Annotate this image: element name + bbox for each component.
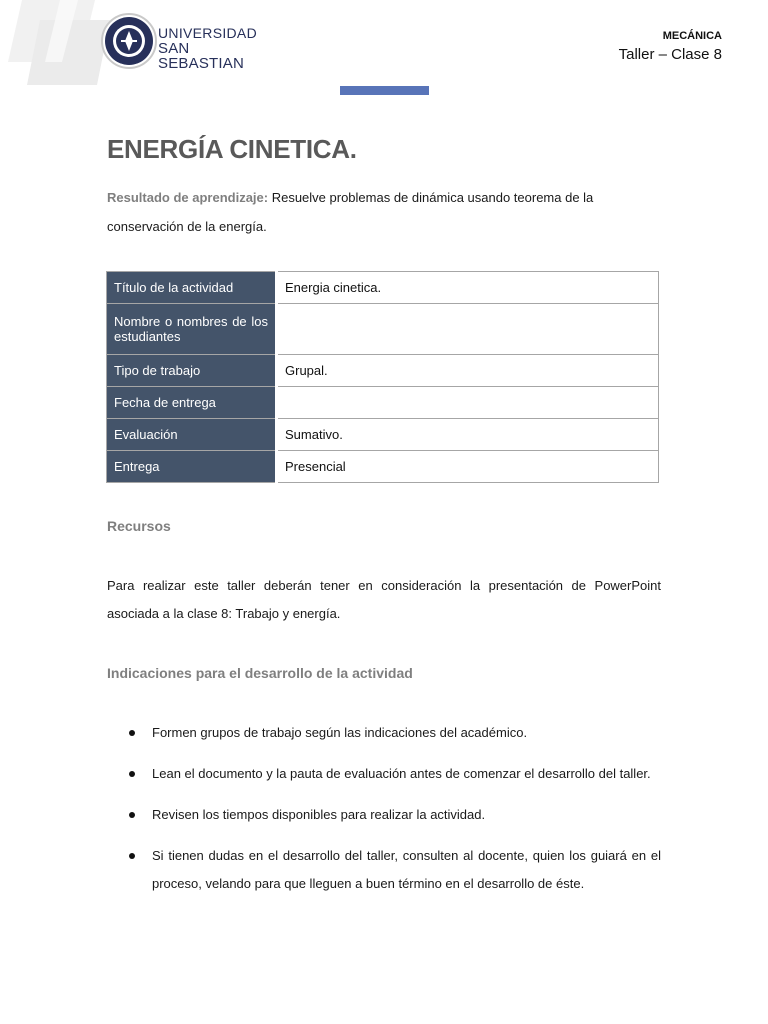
table-label-cell: Entrega	[107, 451, 277, 483]
university-logo	[100, 12, 270, 72]
bullet-icon	[129, 730, 135, 736]
document-header-right	[619, 30, 722, 63]
university-name-line2: SAN SEBASTIAN	[158, 40, 244, 72]
bullet-icon	[129, 812, 135, 818]
activity-info-table	[106, 271, 659, 483]
bullet-icon	[129, 853, 135, 859]
list-item-text: Formen grupos de trabajo según las indicaciones del académico.	[152, 725, 528, 740]
learning-outcome-label: Resultado de aprendizaje:	[107, 190, 269, 205]
subject-label: MECÁNICA	[662, 30, 722, 42]
table-label-cell: Tipo de trabajo	[107, 355, 277, 387]
learning-outcome	[107, 183, 662, 241]
table-value-cell: Energia cinetica.	[277, 272, 659, 304]
class-label: Taller – Clase 8	[618, 46, 722, 63]
table-value-cell: Presencial	[277, 451, 659, 483]
list-item	[107, 760, 661, 788]
table-label-cell: Fecha de entrega	[107, 387, 277, 419]
university-seal-icon	[100, 12, 158, 70]
table-row	[107, 272, 659, 304]
university-name-line1: UNIVERSIDAD	[158, 25, 257, 41]
table-value-cell: Grupal.	[277, 355, 659, 387]
list-item	[107, 719, 661, 747]
list-item	[107, 842, 661, 898]
table-row	[107, 387, 659, 419]
resources-paragraph: Para realizar este taller deberán tener en consideración la presentación de PowerPoint asociada a la clase 8: Trabajo y energía.	[107, 578, 661, 621]
table-value-cell	[277, 387, 659, 419]
list-item-text: Lean el documento y la pauta de evaluación antes de comenzar el desarrollo del taller.	[152, 766, 651, 781]
header-accent-bar	[340, 86, 429, 95]
table-row	[107, 451, 659, 483]
table-label-cell: Título de la actividad	[107, 272, 277, 304]
learning-outcome-text: Resuelve problemas de dinámica usando teorema de la conservación de la energía.	[107, 190, 594, 234]
table-row	[107, 355, 659, 387]
table-row	[107, 419, 659, 451]
list-item-text: Revisen los tiempos disponibles para realizar la actividad.	[152, 807, 486, 822]
table-value-cell: Sumativo.	[277, 419, 659, 451]
table-value-cell	[277, 304, 659, 355]
list-item	[107, 801, 661, 829]
bullet-icon	[129, 771, 135, 777]
instructions-heading: Indicaciones para el desarrollo de la actividad	[107, 665, 413, 681]
table-label-cell: Nombre o nombres de los estudiantes	[107, 304, 277, 355]
instructions-list	[107, 719, 661, 911]
resources-heading: Recursos	[107, 518, 171, 534]
table-label-cell: Evaluación	[107, 419, 277, 451]
table-row	[107, 304, 659, 355]
list-item-text: Si tienen dudas en el desarrollo del taller, consulten al docente, quien los guiará en el proceso, velando para que lleguen a buen término en el desarrollo de éste.	[152, 848, 661, 891]
page-title: ENERGÍA CINETICA.	[107, 134, 357, 164]
